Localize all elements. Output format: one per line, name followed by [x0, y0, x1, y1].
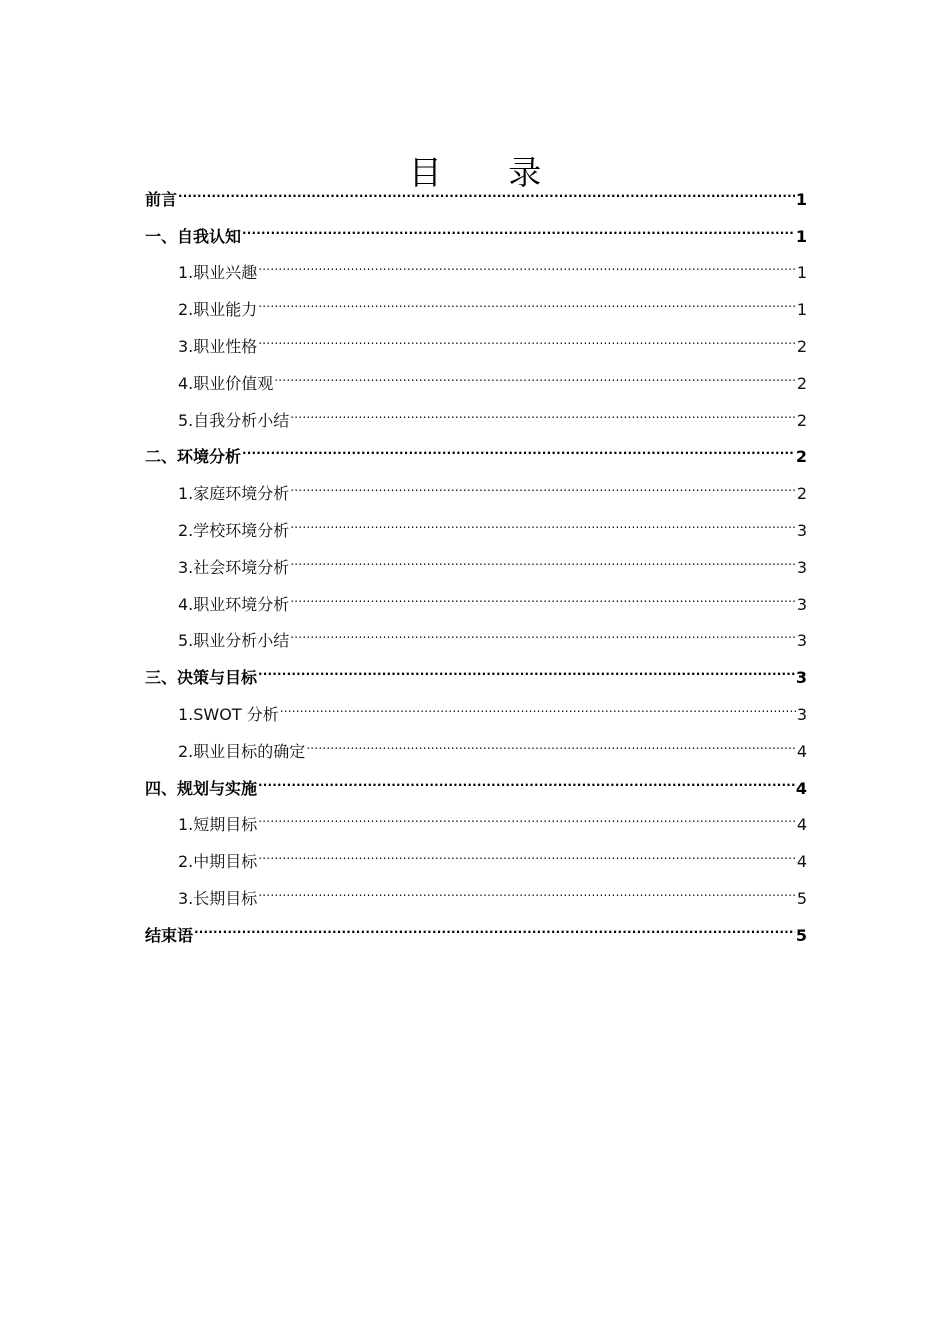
toc-page-number: 1 [796, 300, 807, 320]
toc-entry-label: 二、环境分析 [145, 447, 242, 467]
toc-dot-leader [242, 205, 795, 242]
toc-entry[interactable] [145, 426, 807, 467]
toc-dot-leader [290, 499, 796, 536]
toc-entry[interactable] [145, 904, 807, 945]
toc-entry-label: 四、规划与实施 [145, 778, 258, 798]
toc-entry-label: 3.长期目标 [178, 888, 258, 908]
toc-dot-leader [258, 830, 796, 867]
toc-entry-label: 3.职业性格 [178, 336, 258, 356]
toc-dot-leader [258, 867, 796, 904]
toc-dot-leader [178, 168, 795, 205]
toc-page-number: 2 [796, 484, 807, 504]
toc-entry-label: 1.短期目标 [178, 815, 258, 835]
toc-dot-leader [274, 352, 796, 389]
toc-entry-label: 一、自我认知 [145, 226, 242, 246]
toc-entry-label: 2.职业能力 [178, 300, 258, 320]
toc-page-number: 4 [796, 815, 807, 835]
toc-page-number: 1 [795, 226, 807, 246]
toc-dot-leader [258, 794, 796, 831]
toc-entry-label: 1.家庭环境分析 [178, 484, 290, 504]
toc-entry[interactable] [145, 242, 807, 283]
toc-dot-leader [306, 720, 796, 757]
toc-page-number: 2 [796, 336, 807, 356]
toc-page-number: 3 [796, 557, 807, 577]
toc-page-number: 1 [795, 189, 807, 209]
toc-entry-label: 2.学校环境分析 [178, 520, 290, 540]
toc-entry-label: 4.职业价值观 [178, 373, 274, 393]
toc-page-number: 5 [795, 925, 807, 945]
toc-dot-leader [290, 389, 796, 426]
toc-entry-label: 结束语 [145, 925, 194, 945]
toc-dot-leader [290, 462, 796, 499]
toc-page-number: 3 [796, 631, 807, 651]
toc-page-number: 2 [796, 373, 807, 393]
toc-entry-label: 3.社会环境分析 [178, 557, 290, 577]
toc-entry-label: 5.职业分析小结 [178, 631, 290, 651]
toc-dot-leader [258, 646, 795, 683]
table-of-contents [145, 168, 807, 945]
toc-page-number: 3 [796, 704, 807, 724]
toc-page-number: 1 [796, 263, 807, 283]
toc-dot-leader [290, 573, 796, 610]
toc-page-number: 4 [796, 741, 807, 761]
toc-page-number: 4 [796, 852, 807, 872]
toc-page-number: 2 [796, 410, 807, 430]
toc-entry[interactable] [145, 462, 807, 504]
toc-entry[interactable] [145, 205, 807, 246]
toc-entry-label: 1.SWOT 分析 [178, 704, 279, 724]
toc-entry-label: 前言 [145, 189, 178, 209]
toc-page-number: 3 [796, 520, 807, 540]
toc-dot-leader [290, 536, 796, 573]
toc-dot-leader [258, 315, 796, 352]
toc-page-number: 3 [796, 594, 807, 614]
toc-entry-label: 1.职业兴趣 [178, 263, 258, 283]
toc-page-number: 4 [795, 778, 807, 798]
toc-dot-leader [242, 426, 795, 463]
toc-dot-leader [258, 757, 795, 794]
toc-entry-label: 2.中期目标 [178, 852, 258, 872]
toc-dot-leader [280, 683, 796, 720]
toc-page-number: 2 [795, 447, 807, 467]
toc-entry-label: 三、决策与目标 [145, 668, 258, 688]
toc-title: 目 录 [408, 153, 570, 193]
toc-entry-label: 4.职业环境分析 [178, 594, 290, 614]
toc-dot-leader [258, 242, 796, 279]
toc-page-number: 5 [796, 888, 807, 908]
toc-entry-label: 5.自我分析小结 [178, 410, 290, 430]
toc-dot-leader [258, 278, 796, 315]
toc-entry-label: 2.职业目标的确定 [178, 741, 306, 761]
toc-page-number: 3 [795, 668, 807, 688]
toc-dot-leader [194, 904, 795, 941]
toc-dot-leader [290, 610, 796, 647]
toc-entry[interactable] [145, 168, 807, 209]
